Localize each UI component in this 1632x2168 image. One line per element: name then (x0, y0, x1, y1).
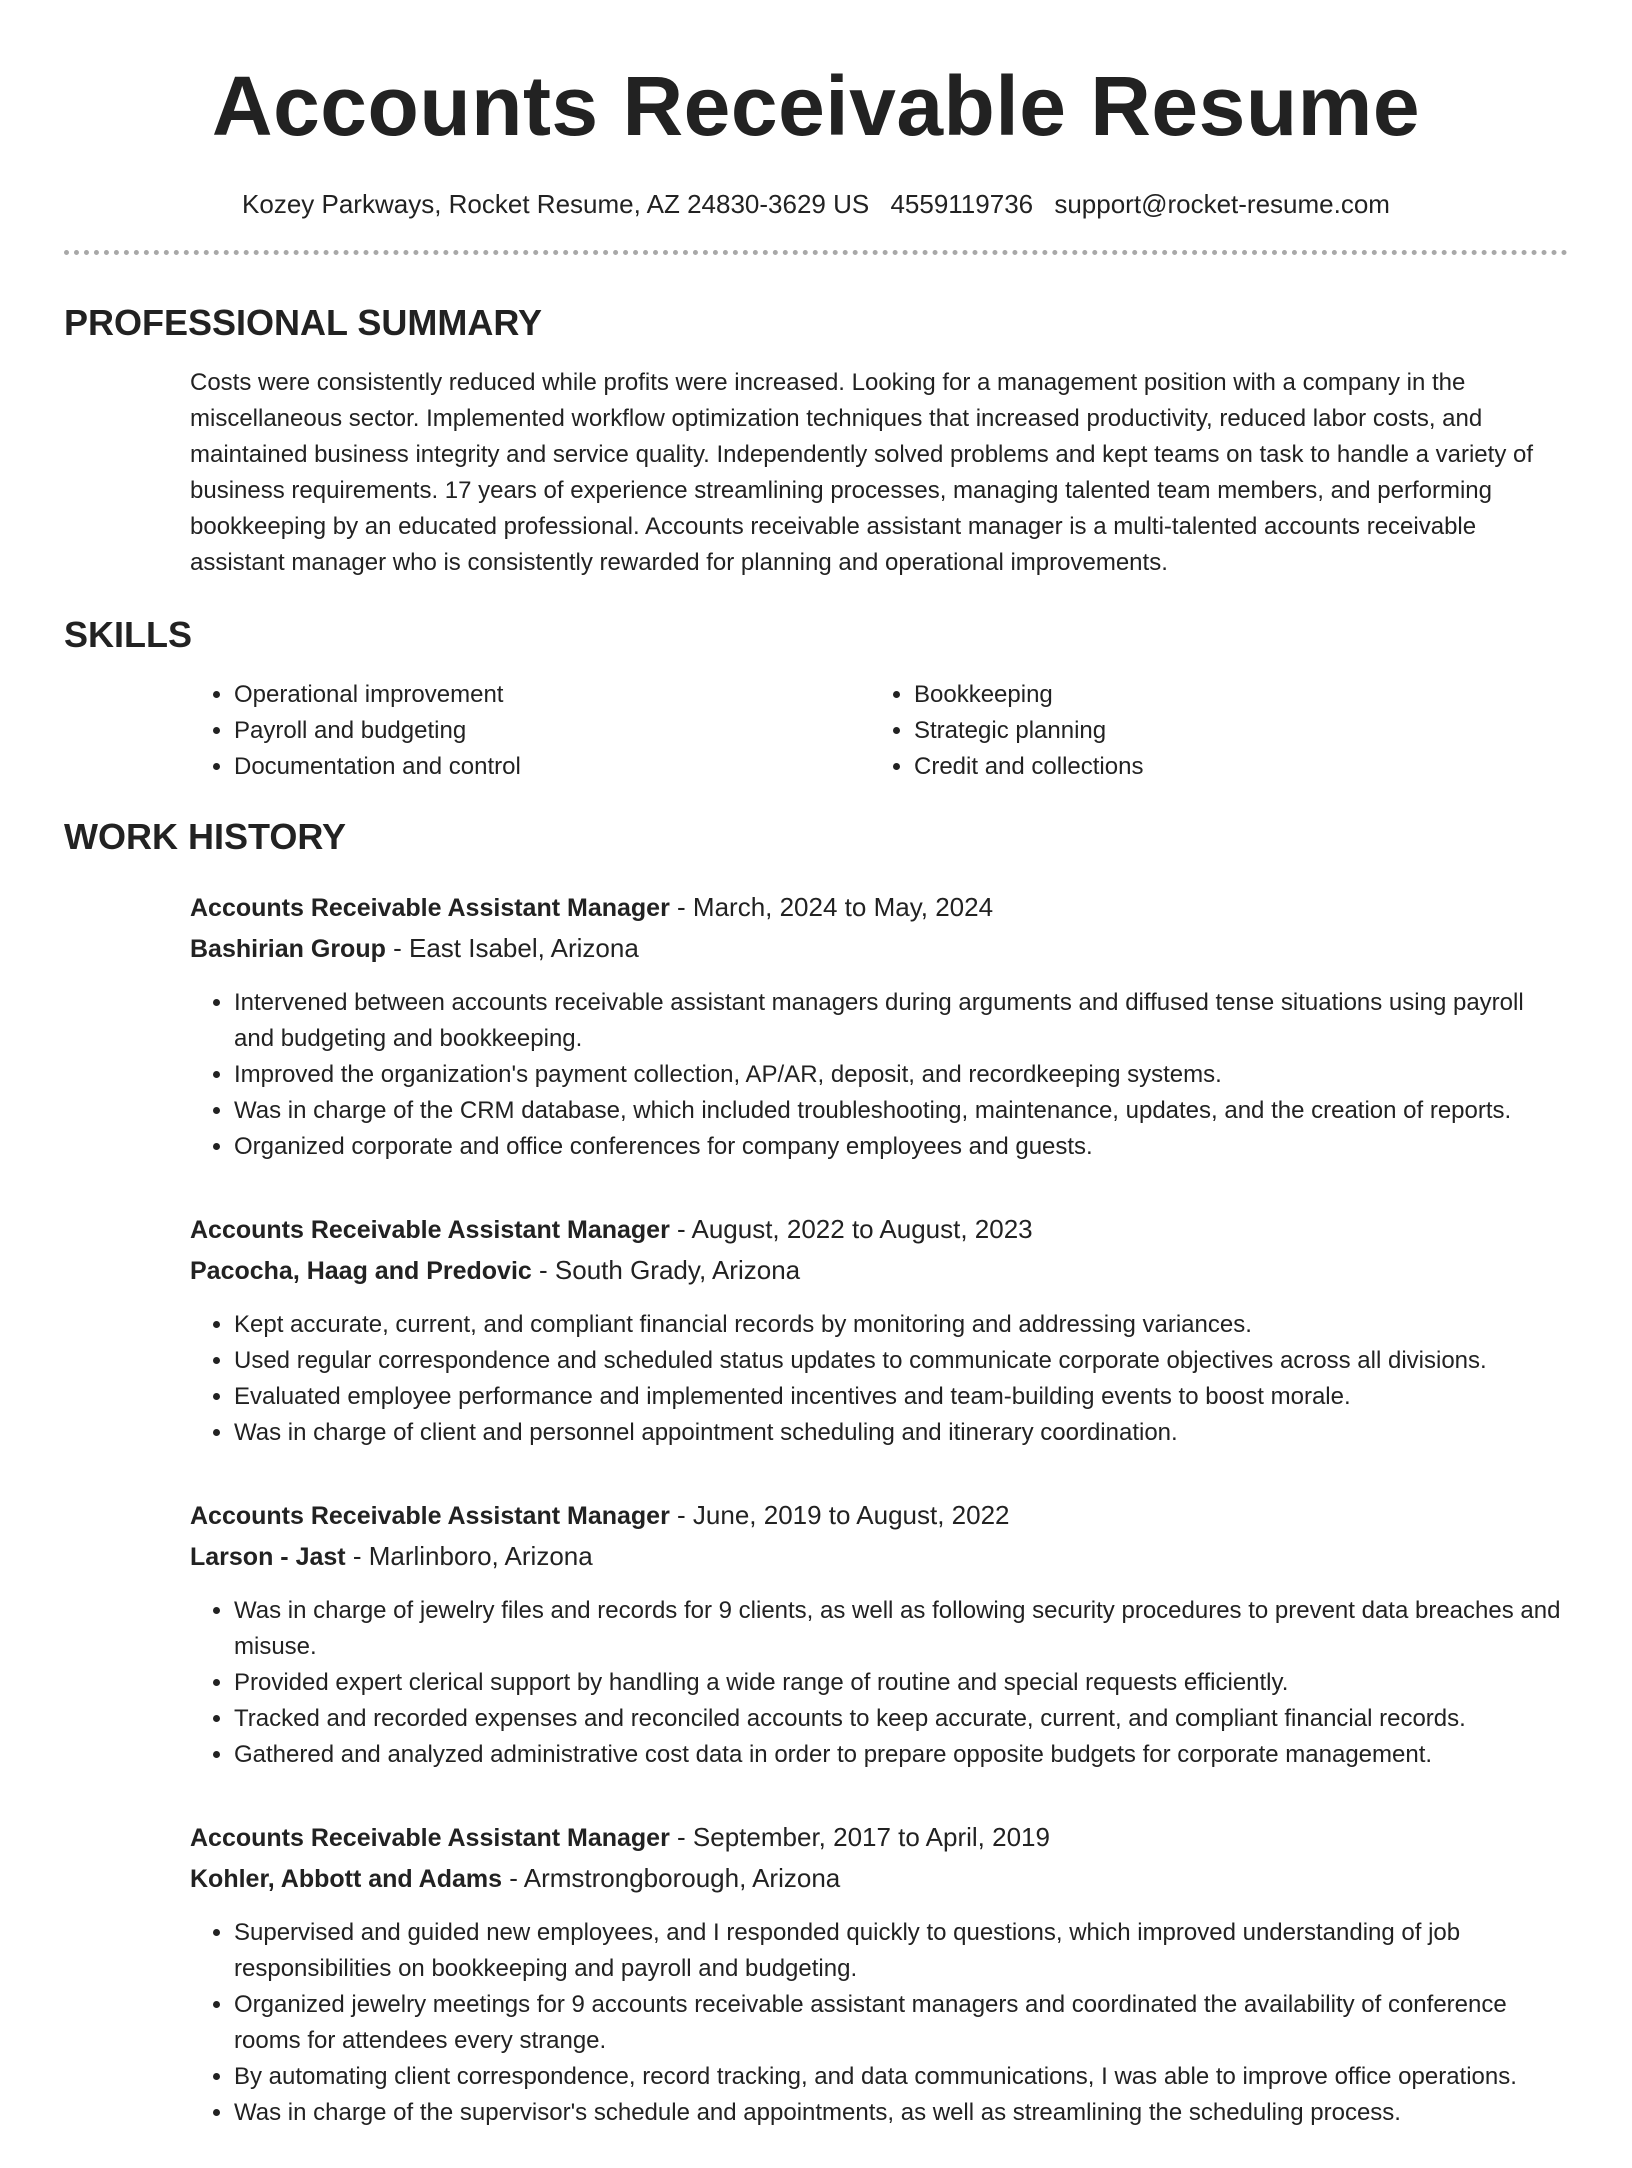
job-company-line (190, 928, 1568, 969)
job-bullets (190, 1915, 1568, 2131)
job-company: Kohler, Abbott and Adams (190, 1865, 503, 1893)
job-bullet: • Intervened between accounts receivable assistant managers during arguments and diffused tense situations using payroll and budgeting and bookkeeping. (234, 985, 1568, 1057)
job-company-line (190, 1250, 1568, 1291)
job-bullet: • Provided expert clerical support by handling a wide range of routine and special requests efficiently. (234, 1665, 1568, 1701)
job-bullet: • Gathered and analyzed administrative cost data in order to prepare opposite budgets for corporate management. (234, 1737, 1568, 1773)
job-entry (190, 1817, 1568, 2131)
job-bullet: • Improved the organization's payment collection, AP/AR, deposit, and recordkeeping systems. (234, 1057, 1568, 1093)
skill-item: • Credit and collections (914, 749, 1568, 785)
job-dates: - March, 2024 to May, 2024 (669, 892, 994, 922)
job-bullet: • Was in charge of the supervisor's schedule and appointments, as well as streamlining the scheduling process. (234, 2095, 1568, 2131)
skill-item: • Payroll and budgeting (234, 713, 870, 749)
skill-item: • Operational improvement (234, 677, 870, 713)
summary-text: Costs were consistently reduced while profits were increased. Looking for a management position with a company in the miscellaneous sector. Implemented workflow optimization techniques that increased productivity, reduced labor costs, and maintained business integrity and service quality. Independently solved problems and kept teams on task to handle a variety of business requirements. 17 years of experience streamlining processes, managing talented team members, and performing bookkeeping by an educated professional. Accounts receivable assistant manager is a multi-talented accounts receivable assistant manager who is consistently rewarded for planning and operational improvements. (190, 369, 1534, 576)
skills-column-left (190, 677, 870, 785)
skill-item: • Bookkeeping (914, 677, 1568, 713)
job-location: - East Isabel, Arizona (385, 933, 639, 963)
contact-phone: 4559119736 (890, 189, 1034, 219)
job-entry (190, 1495, 1568, 1773)
job-bullets (190, 985, 1568, 1165)
resume-title: Accounts Receivable Resume (211, 59, 1421, 153)
job-company-line (190, 1858, 1568, 1899)
job-role-line (190, 887, 1568, 928)
job-bullet: • Used regular correspondence and scheduled status updates to communicate corporate objectives across all divisions. (234, 1343, 1568, 1379)
job-bullets (190, 1307, 1568, 1451)
job-bullet: • Tracked and recorded expenses and reconciled accounts to keep accurate, current, and compliant financial records. (234, 1701, 1568, 1737)
skills-column-right (870, 677, 1568, 785)
job-bullet: • Organized corporate and office conferences for company employees and guests. (234, 1129, 1568, 1165)
job-dates: - September, 2017 to April, 2019 (669, 1822, 1050, 1852)
job-company: Pacocha, Haag and Predovic (190, 1257, 532, 1285)
skills-list (190, 677, 1568, 785)
job-role: Accounts Receivable Assistant Manager (190, 1824, 670, 1852)
contact-email: support@rocket-resume.com (1054, 189, 1390, 219)
job-company: Bashirian Group (190, 935, 386, 963)
job-role: Accounts Receivable Assistant Manager (190, 894, 670, 922)
job-location: - South Grady, Arizona (531, 1255, 801, 1285)
job-role-line (190, 1495, 1568, 1536)
job-bullets (190, 1593, 1568, 1773)
job-entry (190, 1209, 1568, 1451)
job-role: Accounts Receivable Assistant Manager (190, 1216, 670, 1244)
job-entry (190, 887, 1568, 1165)
job-bullet: • Was in charge of the CRM database, which included troubleshooting, maintenance, updates, and the creation of reports. (234, 1093, 1568, 1129)
job-role-line (190, 1817, 1568, 1858)
skill-item: • Strategic planning (914, 713, 1568, 749)
job-dates: - June, 2019 to August, 2022 (669, 1500, 1010, 1530)
job-company: Larson - Jast (190, 1543, 346, 1571)
job-role-line (190, 1209, 1568, 1250)
contact-address: Kozey Parkways, Rocket Resume, AZ 24830-3629 US (242, 189, 870, 219)
summary-heading: PROFESSIONAL SUMMARY (64, 302, 543, 343)
job-bullet: • Organized jewelry meetings for 9 accounts receivable assistant managers and coordinated the availability of conference rooms for attendees every strange. (234, 1987, 1568, 2059)
job-bullet: • Was in charge of jewelry files and records for 9 clients, as well as following security procedures to prevent data breaches and misuse. (234, 1593, 1568, 1665)
job-role: Accounts Receivable Assistant Manager (190, 1502, 670, 1530)
skills-heading: SKILLS (64, 614, 193, 655)
job-bullet: • Supervised and guided new employees, and I responded quickly to questions, which improved understanding of job responsibilities on bookkeeping and payroll and budgeting. (234, 1915, 1568, 1987)
header-divider (64, 250, 1568, 255)
job-bullet: • Kept accurate, current, and compliant financial records by monitoring and addressing variances. (234, 1307, 1568, 1343)
job-bullet: • By automating client correspondence, record tracking, and data communications, I was able to improve office operations. (234, 2059, 1568, 2095)
job-location: - Marlinboro, Arizona (345, 1541, 593, 1571)
job-bullet: • Was in charge of client and personnel appointment scheduling and itinerary coordination. (234, 1415, 1568, 1451)
job-company-line (190, 1536, 1568, 1577)
job-bullet: • Evaluated employee performance and implemented incentives and team-building events to boost morale. (234, 1379, 1568, 1415)
skill-item: • Documentation and control (234, 749, 870, 785)
contact-line (64, 186, 1568, 222)
job-dates: - August, 2022 to August, 2023 (669, 1214, 1033, 1244)
work-history-heading: WORK HISTORY (64, 816, 347, 857)
job-location: - Armstrongborough, Arizona (502, 1863, 841, 1893)
resume-page (0, 56, 1632, 2168)
